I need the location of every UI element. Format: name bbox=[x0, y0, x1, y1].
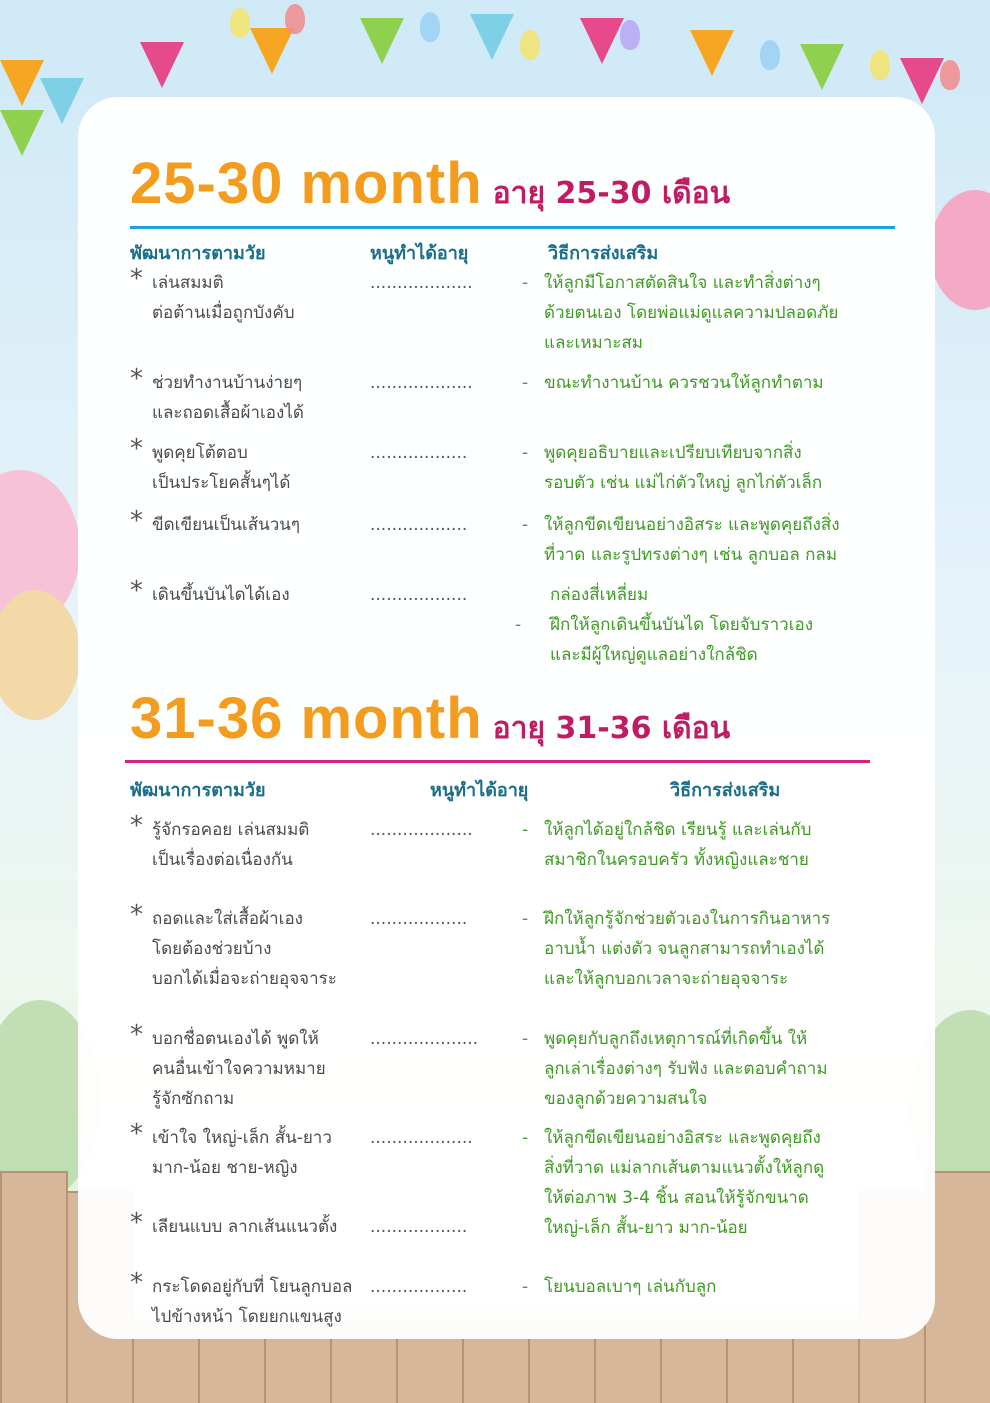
section1-col-tip: วิธีการส่งเสริม bbox=[548, 243, 659, 264]
light-bulb bbox=[420, 12, 440, 42]
bullet-star: * bbox=[130, 576, 143, 606]
bunting-flag bbox=[800, 44, 844, 90]
tip-text: ขณะทำงานบ้าน ควรชวนให้ลูกทำตาม bbox=[544, 373, 824, 393]
bullet-star: * bbox=[130, 434, 143, 464]
age-blank: .................. bbox=[370, 515, 468, 535]
bullet-star: * bbox=[130, 900, 143, 930]
bullet-star: * bbox=[130, 506, 143, 536]
tip-dash: - bbox=[522, 443, 529, 463]
tip-dash: - bbox=[515, 615, 522, 635]
tip-text: ให้ลูกมีโอกาสตัดสินใจ และทำสิ่งต่างๆ ด้วยตนเอง โดยพ่อแม่ดูแลความปลอดภัย และเหมาะสม bbox=[544, 273, 839, 353]
section1-col-dev: พัฒนาการตามวัย bbox=[130, 243, 266, 264]
section1-title-en: 25-30 month bbox=[130, 151, 483, 216]
light-bulb bbox=[620, 20, 640, 50]
light-bulb bbox=[520, 30, 540, 60]
bullet-star: * bbox=[130, 264, 143, 294]
bunting-flag bbox=[250, 28, 294, 74]
dev-text: รู้จักรอคอย เล่นสมมติ เป็นเรื่องต่อเนื่องกัน bbox=[152, 820, 310, 870]
bunting-flag bbox=[0, 60, 44, 106]
dev-text: พูดคุยโต้ตอบ เป็นประโยคสั้นๆได้ bbox=[152, 443, 291, 493]
age-blank: ................... bbox=[370, 373, 473, 393]
dev-text: บอกชื่อตนเองได้ พูดให้ คนอื่นเข้าใจความหมาย รู้จักซักถาม bbox=[152, 1029, 326, 1109]
tip-dash: - bbox=[522, 1128, 529, 1148]
tip-dash: - bbox=[522, 373, 529, 393]
dev-text: เดินขึ้นบันไดได้เอง bbox=[152, 585, 290, 605]
tip-text: ให้ลูกได้อยู่ใกล้ชิด เรียนรู้ และเล่นกับ สมาชิกในครอบครัว ทั้งหญิงและชาย bbox=[544, 820, 812, 870]
light-bulb bbox=[870, 50, 890, 80]
fence-plank bbox=[0, 1171, 68, 1403]
dev-text: เข้าใจ ใหญ่-เล็ก สั้น-ยาว มาก-น้อย ชาย-หญิง bbox=[152, 1128, 332, 1178]
section1-title-th: อายุ 25-30 เดือน bbox=[492, 176, 731, 211]
bunting-flag bbox=[580, 18, 624, 64]
section1-rule bbox=[130, 226, 895, 229]
bullet-star: * bbox=[130, 1119, 143, 1149]
tip-dash: - bbox=[522, 820, 529, 840]
bullet-star: * bbox=[130, 811, 143, 841]
section1-heading bbox=[130, 150, 730, 217]
section2-col-dev: พัฒนาการตามวัย bbox=[130, 780, 266, 801]
light-bulb bbox=[230, 8, 250, 38]
tip-dash: - bbox=[522, 515, 529, 535]
bunting-flag bbox=[900, 58, 944, 104]
dev-text: ช่วยทำงานบ้านง่ายๆ และถอดเสื้อผ้าเองได้ bbox=[152, 373, 304, 423]
tip-text: พูดคุยอธิบายและเปรียบเทียบจากสิ่ง รอบตัว เช่น แม่ไก่ตัวใหญ่ ลูกไก่ตัวเล็ก bbox=[544, 443, 823, 493]
age-blank: .................. bbox=[370, 443, 468, 463]
dev-text: เลียนแบบ ลากเส้นแนวตั้ง bbox=[152, 1217, 338, 1237]
tip-dash: - bbox=[522, 273, 529, 293]
tip-text: ให้ลูกขีดเขียนอย่างอิสระ และพูดคุยถึงสิ่ง ที่วาด และรูปทรงต่างๆ เช่น ลูกบอล กลม bbox=[544, 515, 840, 565]
tip-text: กล่องสี่เหลี่ยม ฝึกให้ลูกเดินขึ้นบันได โดยจับราวเอง และมีผู้ใหญ่ดูแลอย่างใกล้ชิด bbox=[550, 585, 814, 665]
age-blank: .................. bbox=[370, 1277, 468, 1297]
section2-col-age: หนูทำได้อายุ bbox=[430, 780, 529, 801]
bunting-flag bbox=[0, 110, 44, 156]
tip-text: โยนบอลเบาๆ เล่นกับลูก bbox=[544, 1277, 717, 1297]
tip-dash: - bbox=[522, 1029, 529, 1049]
tip-text: ฝึกให้ลูกรู้จักช่วยตัวเองในการกินอาหาร อาบน้ำ แต่งตัว จนลูกสามารถทำเองได้ และให้ลูกบอกเวลาจะถ่ายอุจจาระ bbox=[544, 909, 831, 989]
dev-text: กระโดดอยู่กับที่ โยนลูกบอล ไปข้างหน้า โดยยกแขนสูง bbox=[152, 1277, 353, 1327]
bullet-star: * bbox=[130, 364, 143, 394]
dev-text: ขีดเขียนเป็นเส้นวนๆ bbox=[152, 515, 301, 535]
age-blank: ................... bbox=[370, 273, 473, 293]
bunting-flag bbox=[140, 42, 184, 88]
dev-text: เล่นสมมติ ต่อต้านเมื่อถูกบังคับ bbox=[152, 273, 295, 323]
age-blank: .................... bbox=[370, 1029, 479, 1049]
section1-col-age: หนูทำได้อายุ bbox=[370, 243, 469, 264]
light-bulb bbox=[760, 40, 780, 70]
section2-col-tip: วิธีการส่งเสริม bbox=[670, 780, 781, 801]
bunting-flag bbox=[360, 18, 404, 64]
bullet-star: * bbox=[130, 1020, 143, 1050]
age-blank: .................. bbox=[370, 909, 468, 929]
bullet-star: * bbox=[130, 1268, 143, 1298]
light-bulb bbox=[285, 4, 305, 34]
age-blank: ................... bbox=[370, 820, 473, 840]
balloon bbox=[0, 590, 80, 720]
age-blank: .................. bbox=[370, 585, 468, 605]
bunting-flag bbox=[690, 30, 734, 76]
age-blank: ................... bbox=[370, 1128, 473, 1148]
tip-text: พูดคุยกับลูกถึงเหตุการณ์ที่เกิดขึ้น ให้ ลูกเล่าเรื่องต่างๆ รับฟัง และตอบคำถาม ของลูกด้วยความสนใจ bbox=[544, 1029, 828, 1109]
bunting-flag bbox=[470, 14, 514, 60]
tip-dash: - bbox=[522, 1277, 529, 1297]
section2-title-th: อายุ 31-36 เดือน bbox=[492, 711, 731, 746]
section2-title-en: 31-36 month bbox=[130, 686, 483, 751]
balloon bbox=[930, 190, 990, 310]
age-blank: .................. bbox=[370, 1217, 468, 1237]
light-bulb bbox=[940, 60, 960, 90]
tip-dash: - bbox=[522, 909, 529, 929]
section2-rule bbox=[125, 760, 870, 763]
dev-text: ถอดและใส่เสื้อผ้าเอง โดยต้องช่วยบ้าง บอกได้เมื่อจะถ่ายอุจจาระ bbox=[152, 909, 337, 989]
section2-heading bbox=[130, 685, 730, 752]
tip-text: ให้ลูกขีดเขียนอย่างอิสระ และพูดคุยถึง สิ่งที่วาด แม่ลากเส้นตามแนวตั้งให้ลูกดู ให้ต่อภาพ 3-4 ชิ้น สอนให้รู้จักขนาด ใหญ่-เล็ก สั้น-ยาว มาก-น้อย bbox=[544, 1128, 825, 1238]
bullet-star: * bbox=[130, 1208, 143, 1238]
bunting-flag bbox=[40, 78, 84, 124]
